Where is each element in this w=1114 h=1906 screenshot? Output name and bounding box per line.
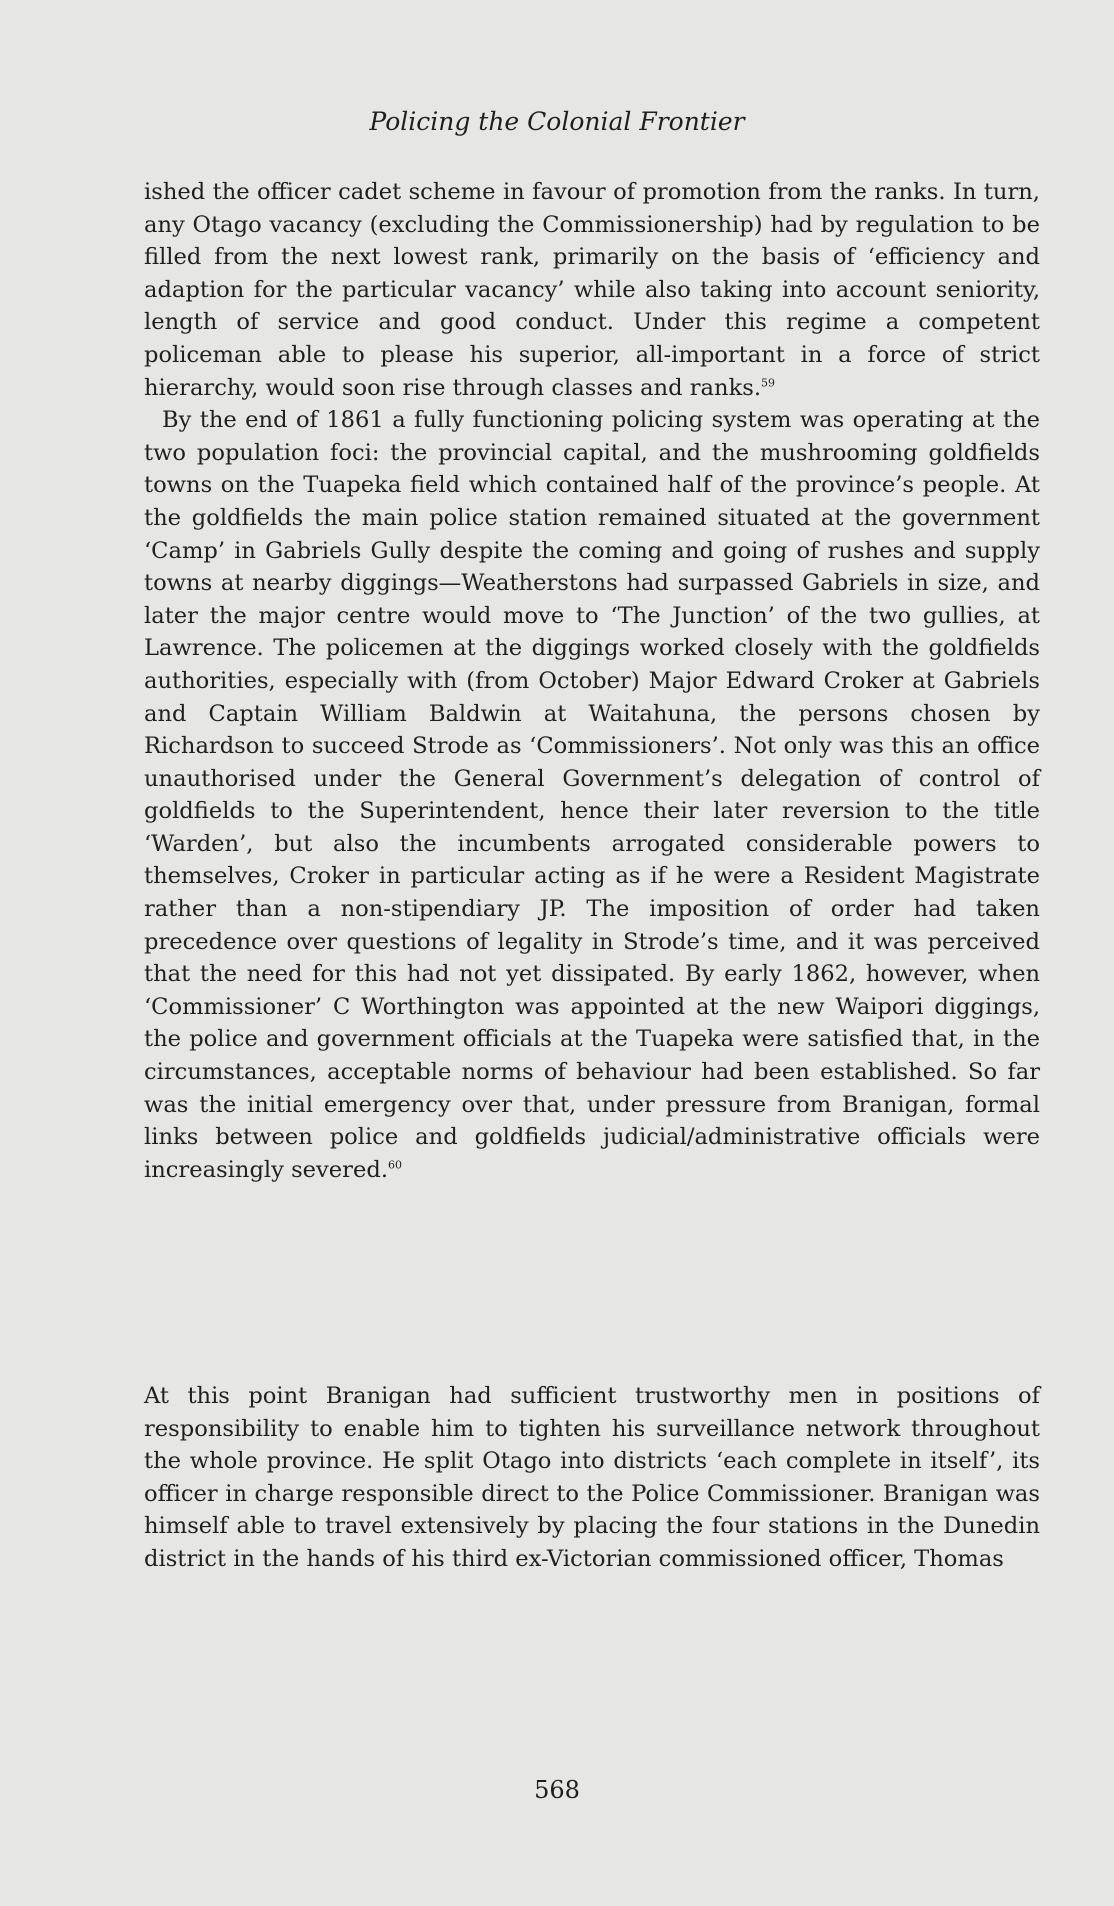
footnote-ref-60: 60 [388,1158,402,1172]
paragraph-2-text: By the end of 1861 a fully functioning policing system was operating at the two population foci: the provincial capital, and the mushrooming goldfields towns on the Tuapeka field which contained half of the province’s people. At the goldfields the main police station remained situated at the government ‘Camp’ in Gabriels Gully despite the coming and going of rushes and supply towns at nearby diggings—Weatherstons had surpassed Gabriels in size, and later the major centre would move to ‘The Junction’ of the two gullies, at Lawrence. The policemen at the diggings worked closely with the goldfields authorities, especially with (from October) Major Edward Croker at Gabriels and Captain William Baldwin at Waitahuna, the persons chosen by Richardson to succeed Strode as ‘Commissioners’. Not only was this an office unauthorised under the General Government’s delegation of control of goldfields to the Superintendent, hence their later reversion to the title ‘Warden’, but also the incumbents arrogated considerable powers to themselves, Croker in particular acting as if he were a Resident Magistrate rather than a non-stipendiary JP. The imposition of order had taken precedence over questions of legality in Strode’s time, and it was perceived that the need for this had not yet dissipated. By early 1862, however, when ‘Commissioner’ C Worthington was appointed at the new Waipori diggings, the police and government officials at the Tuapeka were satisfied that, in the circumstances, acceptable norms of behaviour had been established. So far was the initial emergency over that, under pressure from Branigan, formal links between police and goldfields judicial/administrative officials were increasingly severed. [144,407,1040,1183]
paragraph-1 [144,176,1040,404]
running-head: Policing the Colonial Frontier [369,107,745,136]
paragraph-2 [144,404,1040,1186]
paragraph-3-text: At this point Branigan had sufficient trustworthy men in positions of responsibility to enable him to tighten his surveillance network throughout the whole province. He split Otago into districts ‘each complete in itself’, its officer in charge responsible direct to the Police Commissioner. Branigan was himself able to travel extensively by placing the four stations in the Dunedin district in the hands of his third ex-Victorian commissioned officer, Thomas [144,1383,1040,1572]
page-number: 568 [534,1776,580,1804]
body-text-upper [144,176,1040,1186]
footnote-ref-59: 59 [761,376,776,390]
body-text-lower [144,1380,1040,1576]
paragraph-3 [144,1380,1040,1576]
paragraph-1-text: ished the officer cadet scheme in favour of promotion from the ranks. In turn, any Otago vacancy (excluding the Commissionership) had by regulation to be filled from the next lowest rank, primarily on the basis of ‘efficiency and adaption for the particular vacancy’ while also taking into account seniority, length of service and good conduct. Under this regime a competent policeman able to please his superior, all-important in a force of strict hierarchy, would soon rise through classes and ranks. [144,179,1040,401]
